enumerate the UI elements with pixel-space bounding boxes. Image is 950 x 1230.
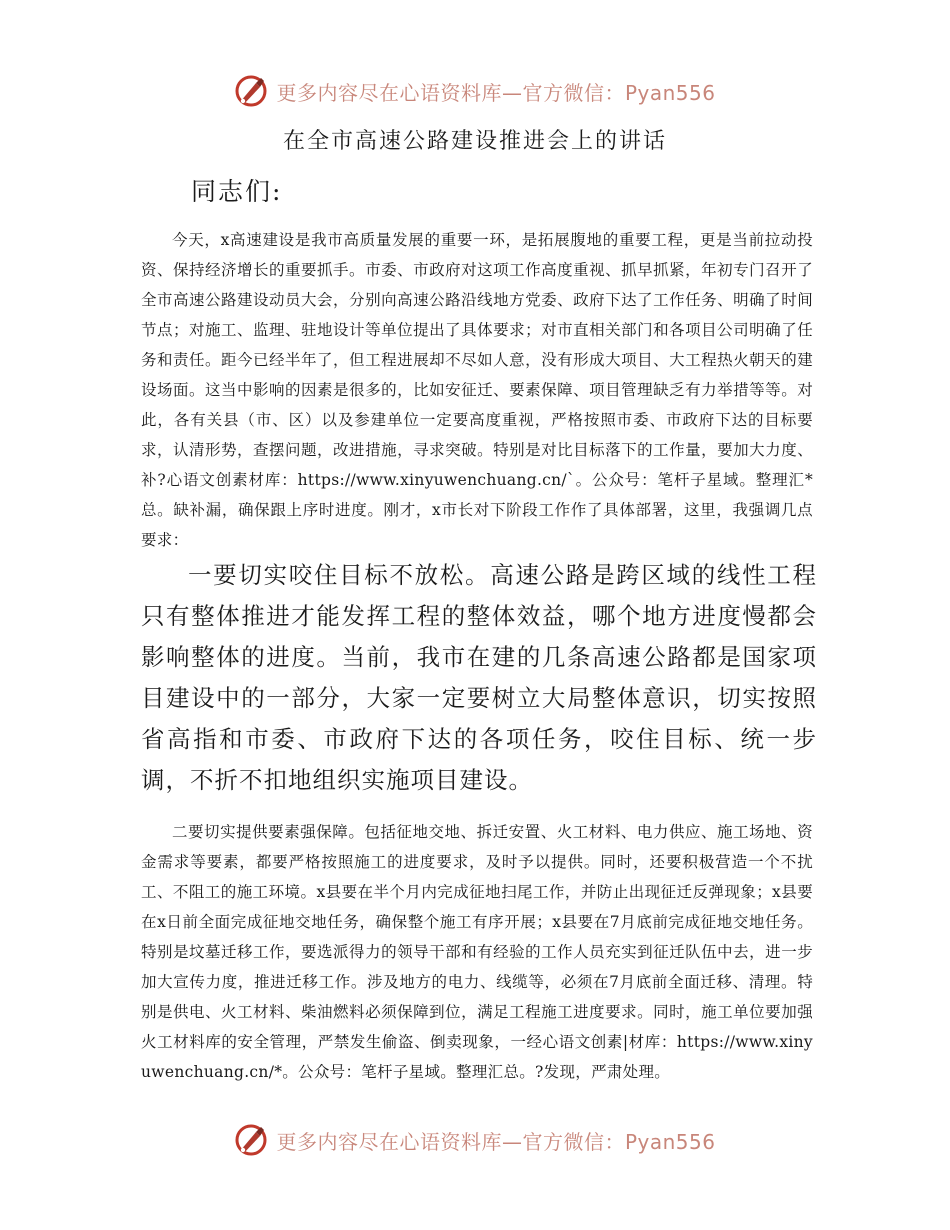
banner-text: 更多内容尽在心语资料库—官方微信：Pyan556	[276, 80, 716, 105]
paragraph-point-one: 一要切实咬住目标不放松。高速公路是跨区域的线性工程只有整体推进才能发挥工程的整体效益，哪个地方进度慢都会影响整体的进度。当前，我市在建的几条高速公路都是国家项目建设中的一部分，大家一定要树立大局整体意识，切实按照省高指和市委、市政府下达的各项任务，咬住目标、统一步调，不折不扣地组织实施项目建设。	[141, 561, 817, 794]
paragraph-intro: 今天，x高速建设是我市高质量发展的重要一环，是拓展腹地的重要工程，更是当前拉动投资、保持经济增长的重要抓手。市委、市政府对这项工作高度重视、抓早抓紧，年初专门召开了全市高速公路建设动员大会，分别向高速公路沿线地方党委、政府下达了工作任务、明确了时间节点；对施工、监理、驻地设计等单位提出了具体要求；对市直相关部门和各项目公司明确了任务和责任。距今已经半年了，但工程进展却不尽如人意，没有形成大项目、大工程热火朝天的建设场面。这当中影响的因素是很多的，比如安征迁、要素保障、项目管理缺乏有力举措等等。对此，各有关县（市、区）以及参建单位一定要高度重视，严格按照市委、市政府下达的目标要求，认清形势，查摆问题，改进措施，寻求突破。特别是对比目标落下的工作量，要加大力度、补?心语文创素材库：https://www.xinyuwenchuang.cn/`。公众号：笔杆子星域。整理汇*总。缺补漏，确保跟上序时进度。刚才，x市长对下阶段工作作了具体部署，这里，我强调几点要求：	[141, 231, 813, 549]
banner-text: 更多内容尽在心语资料库—官方微信：Pyan556	[276, 1129, 716, 1154]
pen-quill-logo-icon	[234, 74, 268, 108]
document-title: 在全市高速公路建设推进会上的讲话	[282, 129, 667, 154]
salutation: 同志们:	[191, 177, 283, 206]
paragraph-point-two: 二要切实提供要素强保障。包括征地交地、拆迁安置、火工材料、电力供应、施工场地、资金需求等要素，都要严格按照施工的进度要求，及时予以提供。同时，还要积极营造一个不扰工、不阻工的施工环境。x县要在半个月内完成征地扫尾工作，并防止出现征迁反弹现象；x县要在x日前全面完成征地交地任务，确保整个施工有序开展；x县要在7月底前完成征地交地任务。特别是坟墓迁移工作，要选派得力的领导干部和有经验的工作人员充实到征迁队伍中去，进一步加大宣传力度，推进迁移工作。涉及地方的电力、线缆等，必须在7月底前全面迁移、清理。特别是供电、火工材料、柴油燃料必须保障到位，满足工程施工进度要求。同时，施工单位要加强火工材料库的安全管理，严禁发生偷盗、倒卖现象，一经心语文创素|材库：https://www.xinyuwenchuang.cn/*。公众号：笔杆子星域。整理汇总。?发现，严肃处理。	[141, 823, 813, 1081]
footer-banner	[0, 1120, 950, 1160]
pen-quill-logo-icon	[234, 1123, 268, 1157]
header-banner	[0, 71, 950, 111]
